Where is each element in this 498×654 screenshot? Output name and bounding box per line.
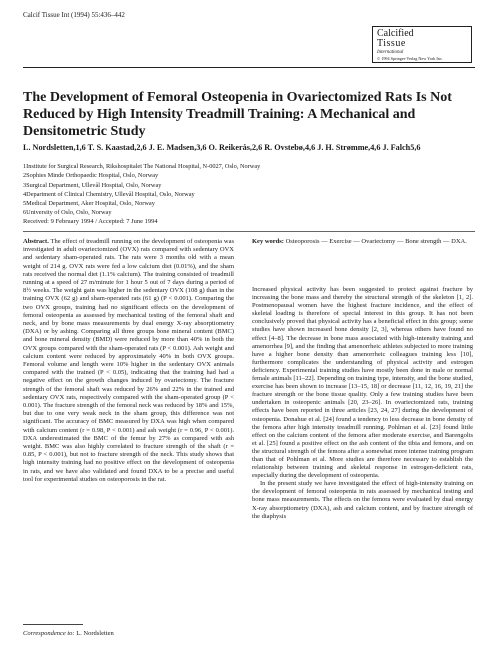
correspondence-name: L. Nordsletten	[76, 630, 114, 637]
journal-logo	[372, 26, 472, 63]
logo-copyright: © 1994 Springer-Verlag New York Inc.	[377, 56, 443, 61]
abstract	[23, 238, 234, 484]
affiliation-list	[23, 162, 475, 218]
journal-reference: Calcif Tissue Int (1994) 55:436–442	[23, 11, 125, 19]
keywords-label: Key words:	[252, 238, 284, 245]
logo-line-1: Calcified	[377, 28, 414, 39]
affiliation-item: 2Sophies Minde Orthopaedic Hospital, Oslo, Norway	[23, 172, 159, 180]
received-dates: Received: 9 February 1994 / Accepted: 7 June 1994	[23, 218, 158, 225]
affiliation-item: 3Surgical Department, Ullevål Hospital, Oslo, Norway	[23, 181, 162, 189]
intro-paragraph: Increased physical activity has been suggested to protect against fracture by increasing the bone mass and thereby the structural strength of the skeleton [1, 2]. Postmenopausal women have the highest fracture incidence, and the effect of skeletal loading is therefore of special interest in this group. It has not been conclusively proved that physical activity has a beneficial effect in this group; some studies have shown increased bone density [2, 3], whereas others have found no effect [4–8]. The decrease in bone mass associated with high-intensity training and amenorrhea [9], and the finding that amenorrheic athletes subjected to more training have a higher bone density than amenorrheic colleagues training less [10], furthermore complicates the understanding of physical activity and estrogen deficiency. Experimental training studies have mostly been done in male or normal female animals [11–22]. Depending on training type, intensity, and the bone studied, exercise has been shown to increase [13–15, 18] or decrease [11, 12, 16, 19, 21] the fracture strength or the bone tissue quality. Only a few training studies have been undertaken in osteopenic animals [20, 23–26]. In ovariectomized rats, training effects have been reported in three articles [23, 24, 27] during the development of osteopenia. Donahue et al. [24] found a tendency to less decrease in bone density of the femora after high intensity treadmill running. Pohlman et al. [23] found little effect on the calcium content of the femora after moderate exercise, and Barengolts et al. [25] found a positive effect on the ash content of the tibia and femora, and on the structural strength of the femora after a somewhat more intense training program than that of Pohlman et al. More studies are therefore necessary to establish the relationship between training and skeletal response in estrogen-deficient rats, especially during the development of osteopenia.	[252, 286, 473, 480]
intro-paragraph: In the present study we have investigated the effect of high-intensity training on the development of femoral osteopenia in rats assessed by mechanical testing and bone mass measurements. The effects on the femora were evaluated by dual energy X-ray absorptiometry (DXA), ash and calcium content, and by fracture strength of the diaphysis	[252, 480, 473, 520]
section-divider	[23, 231, 475, 232]
author-list: L. Nordsletten,1,6 T. S. Kaastad,2,6 J. E. Madsen,3,6 O. Reikerås,2,6 R. Ovstebø,4,6 J. H. Strømme,4,6 J. Falch5,6	[23, 143, 421, 152]
logo-line-3: International	[377, 50, 404, 55]
logo-line-2: Tissue	[377, 38, 406, 49]
keywords	[252, 238, 473, 246]
affiliation-item: 4Department of Clinical Chemistry, Ullevål Hospital, Oslo, Norway	[23, 190, 195, 198]
correspondence-footnote	[23, 630, 114, 637]
affiliation-item: 1Institute for Surgical Research, Rikshospitalet The National Hospital, N-0027, Oslo, Norway	[23, 163, 261, 170]
header-divider	[23, 67, 475, 68]
footnote-divider	[23, 624, 83, 625]
correspondence-label: Correspondence to:	[23, 630, 75, 637]
introduction	[252, 286, 473, 521]
affiliation-item: 6University of Oslo, Oslo, Norway	[23, 209, 112, 217]
keywords-text: Osteoporosis — Exercise — Ovariectomy — Bone strength — DXA.	[285, 238, 467, 245]
abstract-label: Abstract.	[23, 238, 49, 245]
abstract-text: The effect of treadmill running on the development of osteopenia was investigated in adult ovariectomized (OVX) rats compared with sedentary OVX and sedentary sham-operated rats. The rats were 3 months old with a mean weight of 214 g. OVX rats were fed a low calcium diet (0.01%), and the sham rats received the normal diet (1.1% calcium). The training consisted of treadmill running at a speed of 27 m/minute for 1 hour 5 out of 7 days during a period of 8½ weeks. The weight gain was higher in the sedentary OVX (108 g) than in the training OVX (62 g) and sham-operated rats (61 g) (P < 0.001). Comparing the two OVX groups, training had no significant effects on the development of femoral osteopenia as assessed by mechanical testing of the femoral shaft and neck, and by bone mass measurements by dual energy X-ray absorptiometry (DXA) or by ashing. Comparing all three groups bone mineral content (BMC) and bone mineral density (BMD) were reduced by more than 40% in both the OVX groups compared with the sham-operated rats (P < 0.001). Ash weight and calcium content were reduced by approximately 40% in both OVX groups. Femoral volume and length were 10% higher in the sedentary OVX animals compared with the trained (P < 0.05), indicating that the training had had a negative effect on the growth changes induced by ovariectomy. The fracture strength of the femoral shaft was reduced by 26% and 22% in the trained and sedentary OVX rats, respectively compared with the sham-operated group (P < 0.001). The fracture strength of the femoral neck was reduced by 18% and 15%, but due to one very weak neck in the sham group, this difference was not significant. The accuracy of BMC measured by DXA was high when compared with calcium content (r = 0.98, P < 0.001) and ash weight (r = 0.96, P < 0.001). DXA underestimated the BMC of the femur by 27% as compared with ash weight. BMC was also highly correlated to fracture strength of the shaft (r = 0.85, P < 0.001), but not to fracture strength of the neck. This study shows that high intensity training had no positive effect on the development of osteopenia in rats, and we have also validated and found DXA to be a precise and useful tool for experimental studies on osteoporosis in the rat.	[23, 238, 234, 483]
affiliation-item: 5Medical Department, Aker Hospital, Oslo, Norway	[23, 200, 155, 208]
article-title: The Development of Femoral Osteopenia in Ovariectomized Rats Is Not Reduced by High Intensity Treadmill Training: A Mechanical and Densitometric Study	[23, 90, 452, 139]
